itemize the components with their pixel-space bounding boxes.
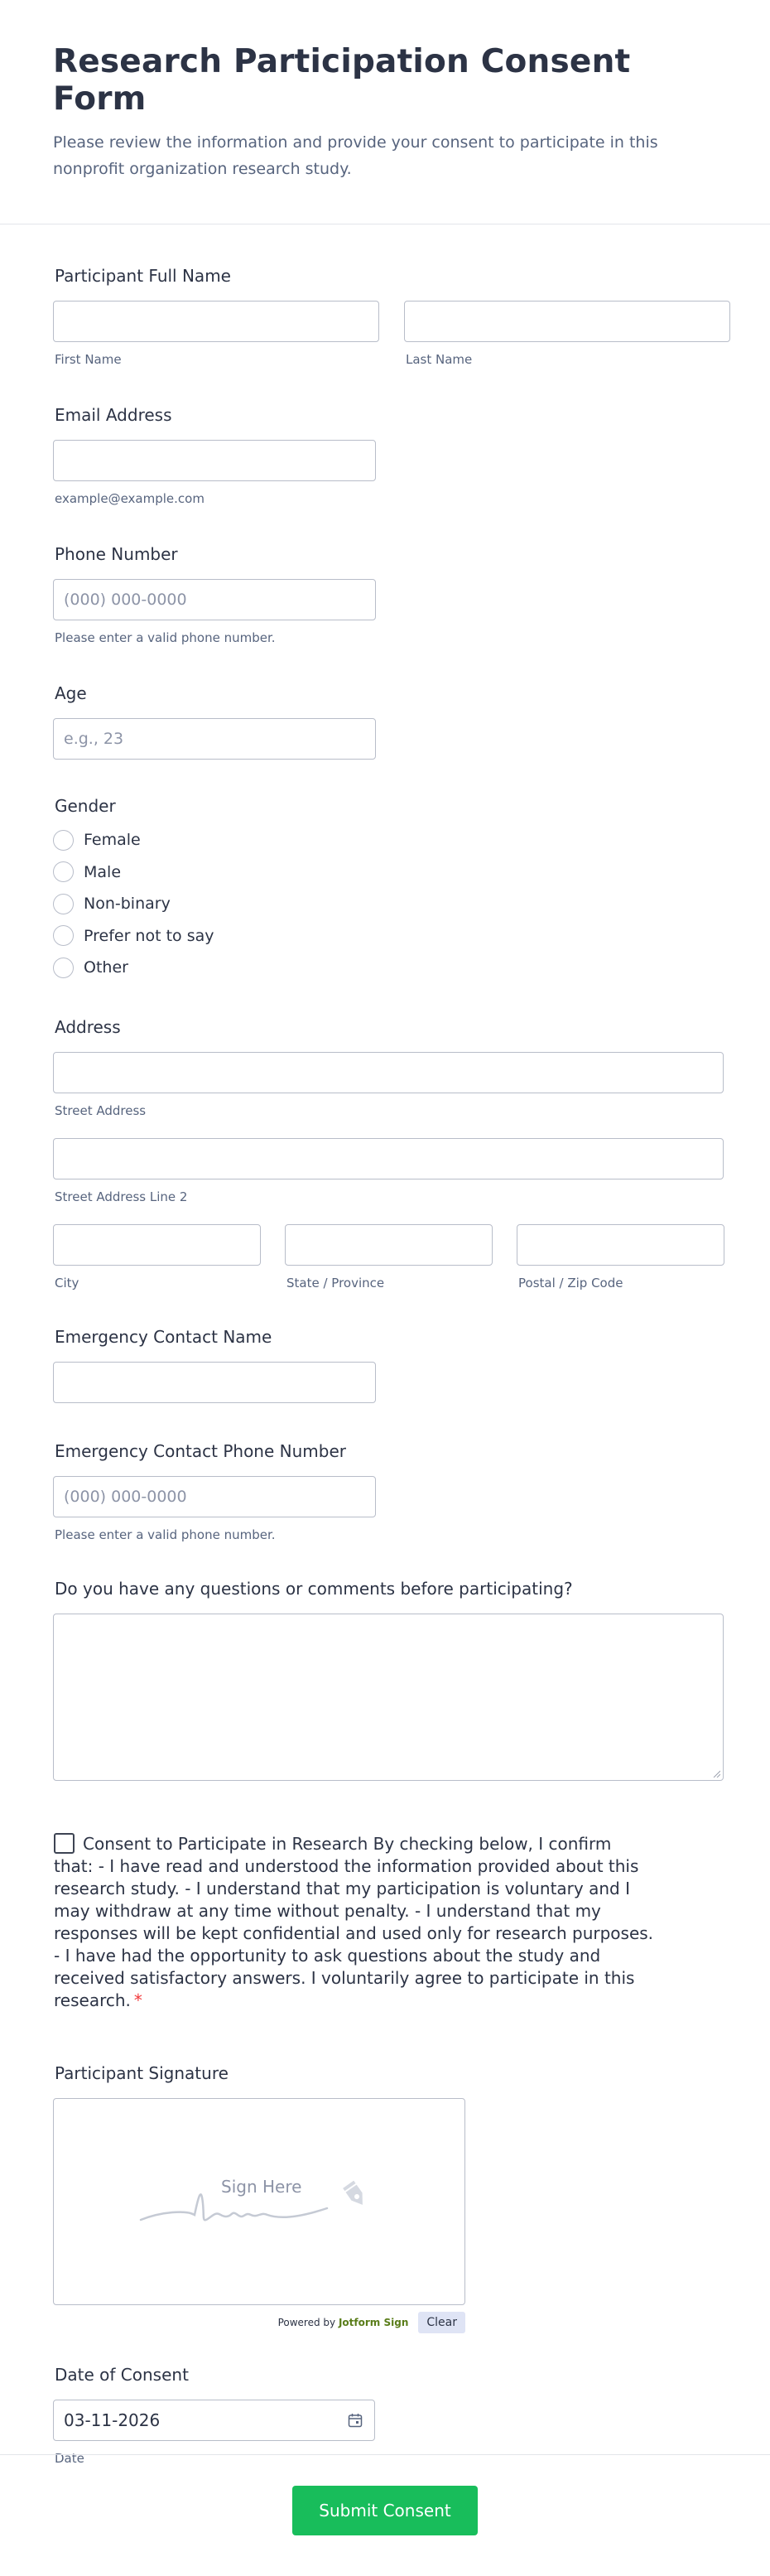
radio-circle-icon[interactable] xyxy=(53,925,74,946)
date-value: 03-11-2026 xyxy=(64,2410,161,2430)
state-sublabel: State / Province xyxy=(286,1275,385,1290)
city-sublabel: City xyxy=(55,1275,79,1290)
radio-circle-icon[interactable] xyxy=(53,861,74,882)
radio-circle-icon[interactable] xyxy=(53,830,74,851)
state-group xyxy=(285,1224,493,1290)
address-label: Address xyxy=(55,1016,121,1037)
email-input[interactable] xyxy=(53,440,376,481)
radio-circle-icon[interactable] xyxy=(53,894,74,914)
powered-by-brand[interactable]: Jotform Sign xyxy=(338,2316,409,2328)
date-input[interactable] xyxy=(53,2400,375,2441)
resize-grip-icon[interactable] xyxy=(712,1769,720,1778)
full-name-row xyxy=(53,301,724,367)
first-name-input[interactable] xyxy=(53,301,379,342)
city-state-zip-row xyxy=(53,1224,724,1290)
signature-hint: Sign Here xyxy=(221,2176,302,2197)
last-name-input[interactable] xyxy=(404,301,730,342)
consent-checkbox[interactable] xyxy=(54,1833,75,1854)
consent-field xyxy=(54,1831,724,2012)
street-address-line2-sublabel: Street Address Line 2 xyxy=(55,1189,188,1204)
signature-label: Participant Signature xyxy=(55,2062,229,2083)
consent-text: Consent to Participate in Research By checking below, I confirm that: - I have read and understood the information provided about this research study. - I understand that my participation is voluntary and I may withdraw at any time without penalty. - I understand that my responses will be kept confidential and used only for research purposes. - I have had the opportunity to ask questions about the study and received satisfactory answers. I voluntarily agree to participate in this research. xyxy=(54,1833,654,2010)
street-address-input[interactable] xyxy=(53,1052,724,1093)
gender-option-label: Male xyxy=(84,862,122,881)
gender-option-label: Prefer not to say xyxy=(84,926,214,945)
gender-options xyxy=(53,824,724,984)
emergency-phone-input[interactable] xyxy=(53,1476,376,1517)
zip-group xyxy=(517,1224,724,1290)
last-name-group xyxy=(404,301,730,367)
full-name-field xyxy=(53,266,724,367)
calendar-icon[interactable] xyxy=(348,2413,363,2428)
pen-nib-icon xyxy=(340,2178,377,2212)
form-header xyxy=(0,0,770,224)
city-input[interactable] xyxy=(53,1224,261,1266)
signature-footer xyxy=(53,2312,465,2333)
full-name-label: Participant Full Name xyxy=(55,266,231,286)
gender-option-label: Non-binary xyxy=(84,895,171,914)
phone-field xyxy=(53,544,724,645)
phone-sublabel: Please enter a valid phone number. xyxy=(55,630,276,645)
zip-sublabel: Postal / Zip Code xyxy=(518,1275,623,1290)
emergency-phone-sublabel: Please enter a valid phone number. xyxy=(55,1527,276,1542)
form-footer xyxy=(0,2454,770,2535)
date-label: Date of Consent xyxy=(55,2364,189,2385)
gender-option-prefer-not[interactable] xyxy=(53,920,724,953)
phone-label: Phone Number xyxy=(55,544,178,564)
age-label: Age xyxy=(55,683,87,703)
form-description: Please review the information and provide your consent to participate in this nonprofit organization research study. xyxy=(53,133,658,178)
emergency-name-label: Emergency Contact Name xyxy=(55,1326,272,1347)
street-address-line2-input[interactable] xyxy=(53,1138,724,1179)
street-address-sublabel: Street Address xyxy=(55,1102,147,1118)
gender-field xyxy=(53,796,724,984)
city-group xyxy=(53,1224,261,1290)
gender-label: Gender xyxy=(55,796,116,816)
email-label: Email Address xyxy=(55,405,172,425)
first-name-group xyxy=(53,301,379,367)
signature-pad[interactable] xyxy=(53,2098,465,2305)
age-input[interactable] xyxy=(53,718,376,760)
email-field xyxy=(53,405,724,506)
gender-option-female[interactable] xyxy=(53,824,724,856)
state-input[interactable] xyxy=(285,1224,493,1266)
date-field xyxy=(53,2365,724,2466)
emergency-phone-field xyxy=(53,1441,724,1542)
gender-option-other[interactable] xyxy=(53,952,724,984)
signature-clear-button[interactable]: Clear xyxy=(418,2312,465,2333)
emergency-name-input[interactable] xyxy=(53,1362,376,1403)
emergency-name-field xyxy=(53,1327,724,1403)
questions-label: Do you have any questions or comments before participating? xyxy=(55,1578,573,1599)
gender-option-non-binary[interactable] xyxy=(53,888,724,920)
date-sublabel: Date xyxy=(55,2450,84,2466)
submit-consent-button[interactable]: Submit Consent xyxy=(292,2486,478,2535)
questions-textarea[interactable] xyxy=(53,1614,724,1781)
questions-textarea-wrap xyxy=(53,1614,724,1781)
gender-option-label: Other xyxy=(84,958,128,977)
consent-form xyxy=(0,266,770,2466)
emergency-phone-label: Emergency Contact Phone Number xyxy=(55,1440,346,1461)
last-name-sublabel: Last Name xyxy=(406,352,473,367)
address-field xyxy=(53,1017,724,1290)
signature-field xyxy=(53,2063,724,2333)
gender-option-label: Female xyxy=(84,831,141,850)
form-title: Research Participation Consent Form xyxy=(53,43,631,118)
powered-by xyxy=(278,2317,409,2328)
powered-by-prefix: Powered by xyxy=(277,2316,336,2328)
first-name-sublabel: First Name xyxy=(55,352,122,367)
email-sublabel: example@example.com xyxy=(55,491,205,506)
phone-input[interactable] xyxy=(53,579,376,620)
zip-input[interactable] xyxy=(517,1224,724,1266)
gender-option-male[interactable] xyxy=(53,856,724,889)
consent-text-block xyxy=(54,1831,654,2012)
age-field xyxy=(53,683,724,760)
questions-field xyxy=(53,1579,724,1781)
required-asterisk: * xyxy=(133,1990,142,2010)
radio-circle-icon[interactable] xyxy=(53,958,74,978)
